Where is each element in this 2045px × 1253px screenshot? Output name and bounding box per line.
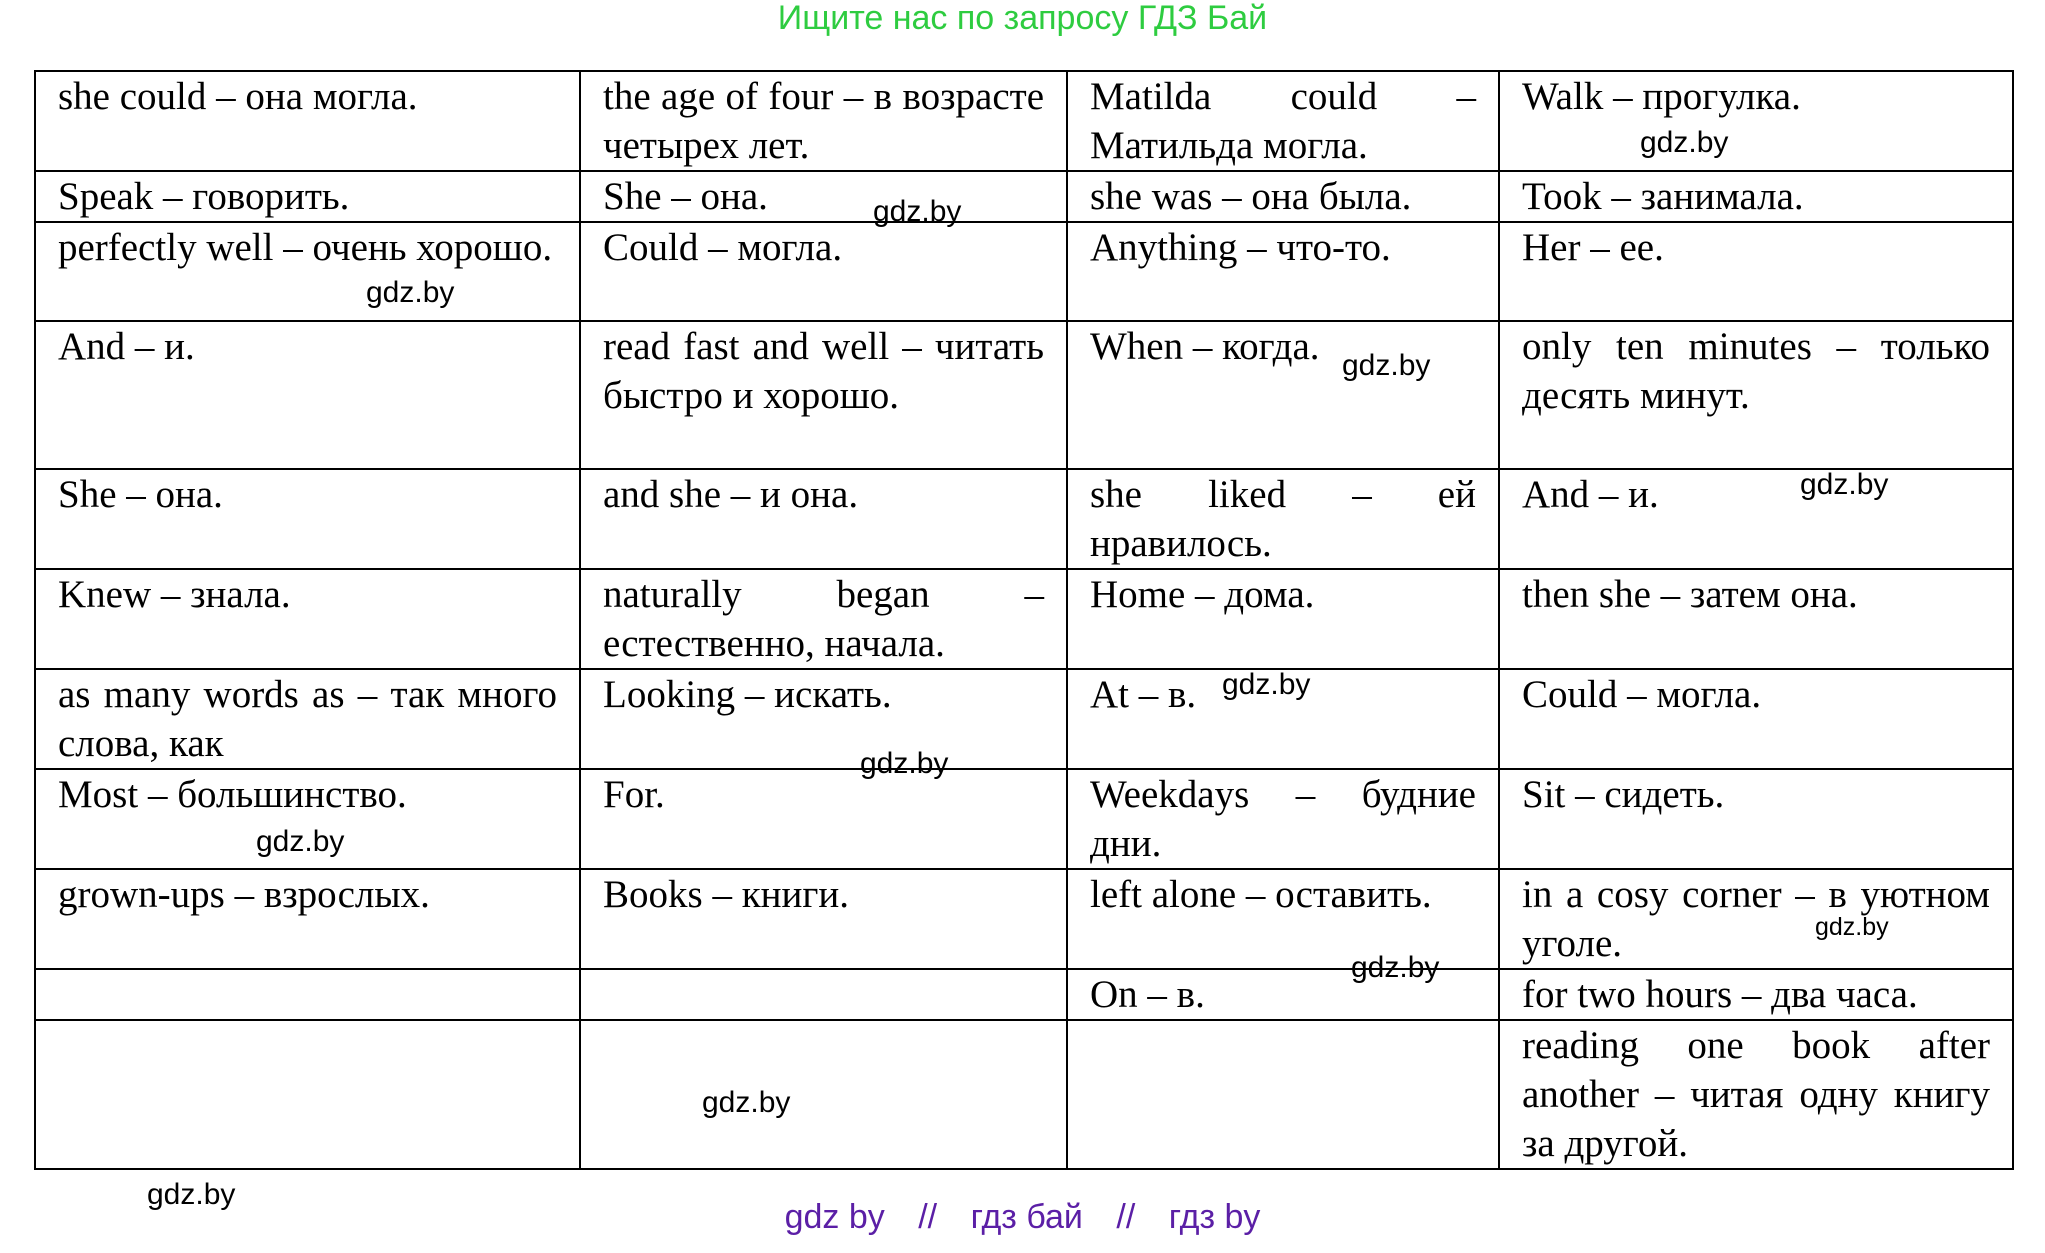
table-cell: She – она. bbox=[35, 469, 580, 569]
footer-separator: // bbox=[1116, 1198, 1136, 1236]
table-cell bbox=[580, 1020, 1067, 1169]
table-cell: naturally began – естественно, начала. bbox=[580, 569, 1067, 669]
table-row bbox=[35, 869, 2013, 969]
table-cell: perfectly well – очень хорошо. bbox=[35, 222, 580, 321]
watermark: gdz.by bbox=[1351, 951, 1440, 984]
table-cell: and she – и она. bbox=[580, 469, 1067, 569]
footer-links bbox=[0, 1198, 2045, 1236]
footer-separator: // bbox=[918, 1198, 938, 1236]
table-cell bbox=[35, 969, 580, 1020]
table-row bbox=[35, 669, 2013, 769]
table-cell: she could – она могла. bbox=[35, 71, 580, 171]
watermark: gdz.by bbox=[873, 195, 962, 228]
watermark: gdz.by bbox=[1342, 349, 1431, 382]
table-cell: Most – большинство. bbox=[35, 769, 580, 869]
table-row bbox=[35, 171, 2013, 222]
watermark: gdz.by bbox=[256, 825, 345, 858]
table-cell: And – и. bbox=[35, 321, 580, 469]
table-cell: On – в. bbox=[1067, 969, 1499, 1020]
watermark: gdz.by bbox=[1222, 668, 1311, 701]
watermark: gdz.by bbox=[366, 276, 455, 309]
watermark: gdz.by bbox=[702, 1086, 791, 1119]
table-cell: as many words as – так много слова, как bbox=[35, 669, 580, 769]
table-cell: Her – ее. bbox=[1499, 222, 2013, 321]
table-cell: At – в. bbox=[1067, 669, 1499, 769]
table-cell: Anything – что-то. bbox=[1067, 222, 1499, 321]
table-cell: she was – она была. bbox=[1067, 171, 1499, 222]
vocabulary-table bbox=[34, 70, 2014, 1170]
footer-link-gdz-by-cyr[interactable]: гдз by bbox=[1168, 1198, 1261, 1236]
table-row bbox=[35, 222, 2013, 321]
footer-link-gdz-by[interactable]: gdz by bbox=[784, 1198, 885, 1236]
watermark: gdz.by bbox=[1800, 468, 1889, 501]
table-cell bbox=[35, 1020, 580, 1169]
table-cell: Sit – сидеть. bbox=[1499, 769, 2013, 869]
watermark: gdz.by bbox=[147, 1178, 236, 1211]
table-cell: then she – затем она. bbox=[1499, 569, 2013, 669]
table-cell: for two hours – два часа. bbox=[1499, 969, 2013, 1020]
table-cell: When – когда. bbox=[1067, 321, 1499, 469]
table-cell: Matilda could – Матильда могла. bbox=[1067, 71, 1499, 171]
table-row bbox=[35, 321, 2013, 469]
table-cell bbox=[580, 969, 1067, 1020]
table-cell: she liked – ей нравилось. bbox=[1067, 469, 1499, 569]
table-cell: And – и. bbox=[1499, 469, 2013, 569]
watermark: gdz.by bbox=[1640, 126, 1729, 159]
table-cell: She – она. bbox=[580, 171, 1067, 222]
table-cell: For. bbox=[580, 769, 1067, 869]
watermark: gdz.by bbox=[860, 747, 949, 780]
table-cell: left alone – оставить. bbox=[1067, 869, 1499, 969]
table-cell: Home – дома. bbox=[1067, 569, 1499, 669]
table-cell bbox=[1067, 1020, 1499, 1169]
table-cell: Looking – искать. bbox=[580, 669, 1067, 769]
table-cell: only ten minutes – только десять минут. bbox=[1499, 321, 2013, 469]
table-cell: Took – занимала. bbox=[1499, 171, 2013, 222]
table-cell: in a cosy corner – в уютном уголе. bbox=[1499, 869, 2013, 969]
table-cell: Books – книги. bbox=[580, 869, 1067, 969]
top-banner: Ищите нас по запросу ГДЗ Бай bbox=[777, 0, 1268, 37]
table-cell: Walk – прогулка. bbox=[1499, 71, 2013, 171]
table-cell: reading one book after another – читая одну книгу за другой. bbox=[1499, 1020, 2013, 1169]
watermark: gdz.by bbox=[1815, 913, 1889, 941]
table-cell: read fast and well – читать быстро и хорошо. bbox=[580, 321, 1067, 469]
table-cell: grown-ups – взрослых. bbox=[35, 869, 580, 969]
table-row bbox=[35, 469, 2013, 569]
table-cell: the age of four – в возрасте четырех лет. bbox=[580, 71, 1067, 171]
table-cell: Could – могла. bbox=[1499, 669, 2013, 769]
table-row bbox=[35, 969, 2013, 1020]
table-cell: Speak – говорить. bbox=[35, 171, 580, 222]
table-row bbox=[35, 1020, 2013, 1169]
table-cell: Could – могла. bbox=[580, 222, 1067, 321]
footer-link-gdz-bai[interactable]: гдз бай bbox=[970, 1198, 1083, 1236]
table-cell: Weekdays – будние дни. bbox=[1067, 769, 1499, 869]
table-cell: Knew – знала. bbox=[35, 569, 580, 669]
table-row bbox=[35, 569, 2013, 669]
